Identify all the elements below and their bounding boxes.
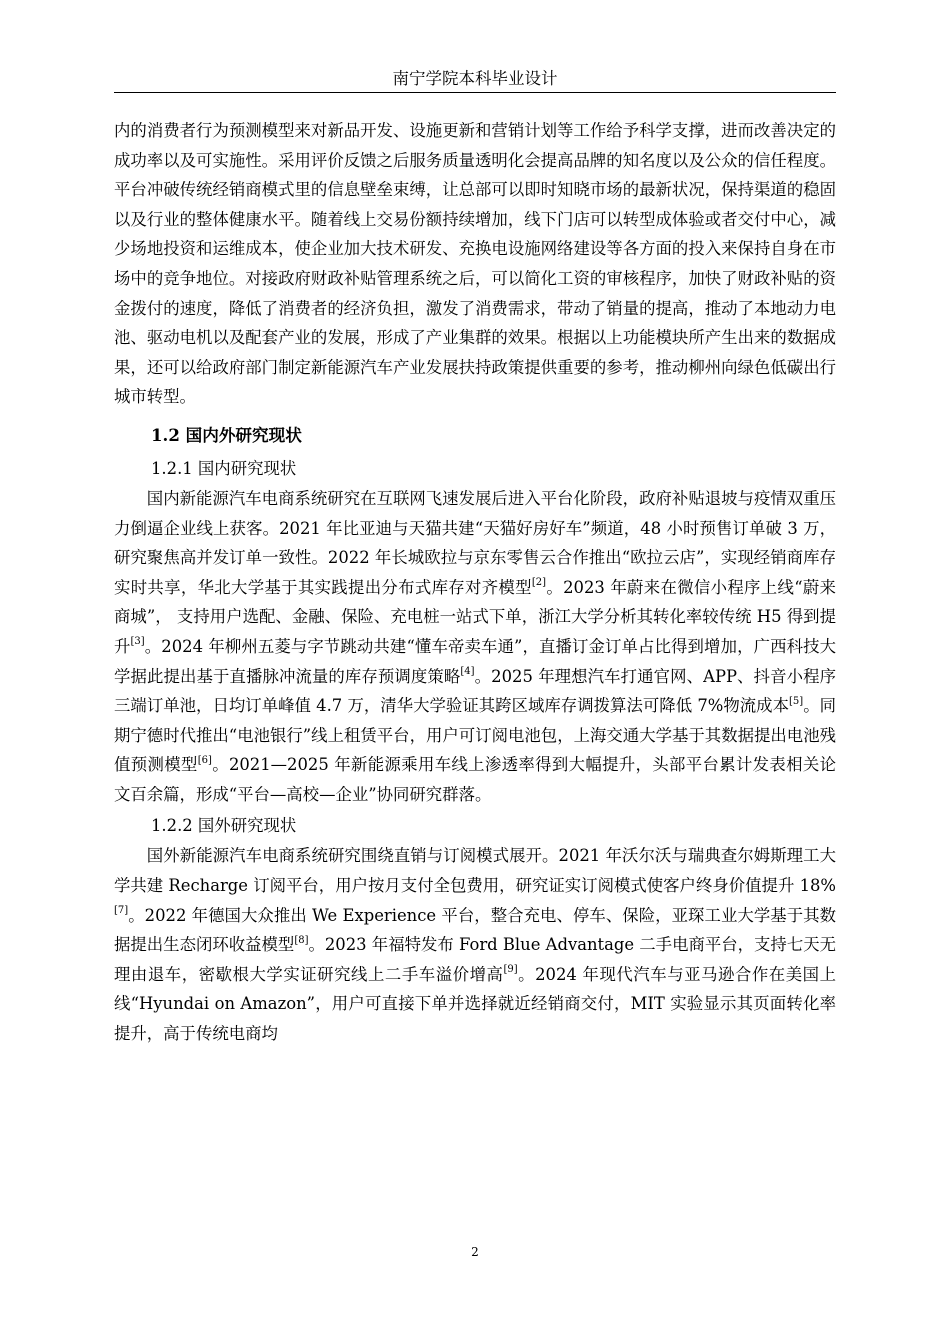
page-number: 2 (471, 1245, 479, 1259)
citation-ref[interactable]: [6] (197, 754, 212, 766)
citation-ref[interactable]: [4] (460, 666, 475, 678)
text-run: 。2022 年德国大众推出 We Experience 平台，整合充电、停车、保险，亚琛工业大学基于其数据提出生态闭环收益模型 (114, 905, 836, 955)
text-run: 。2025 年理想汽车打通官网、APP、抖音小程序三端订单池，日均订单峰值 4.7 万，清华大学验证其跨区域库存调拨算法可降低 7%物流成本 (114, 666, 836, 716)
text-run: 。2024 年现代汽车与亚马逊合作在美国上线“Hyundai on Amazon”，用户可直接下单并选择就近经销商交付，MIT 实验显示其页面转化率提升，高于传统电商均 (114, 964, 836, 1044)
citation-ref[interactable]: [9] (503, 964, 518, 976)
text-run: 。2024 年柳州五菱与字节跳动共建“懂车帝卖车通”，直播订金订单占比得到增加，广西科技大学据此提出基于直播脉冲流量的库存预调度策略 (114, 636, 837, 686)
citation-ref[interactable]: [7] (114, 905, 129, 917)
text-run: 。2023 年蔚来在微信小程序上线“蔚来商城”， 支持用户选配、金融、保险、充电桩一站式下单，浙江大学分析其转化率较传统 H5 得到提升 (114, 577, 837, 656)
paragraph-continuation: 内的消费者行为预测模型来对新品开发、设施更新和营销计划等工作给予科学支撑，进而改善决定的成功率以及可实施性。采用评价反馈之后服务质量透明化会提高品牌的知名度以及公众的信任程度。平台冲破传统经销商模式里的信息壁垒束缚，让总部可以即时知晓市场的最新状况，保持渠道的稳固以及行业的整体健康水平。随着线上交易份额持续增加，线下门店可以转型成体验或者交付中心，减少场地投资和运维成本，使企业加大技术研发、充换电设施网络建设等各方面的投入来保持自身在市场中的竞争地位。对接政府财政补贴管理系统之后，可以简化工资的审核程序，加快了财政补贴的资金拨付的速度，降低了消费者的经济负担，激发了消费需求，带动了销量的提高，推动了本地动力电池、驱动电机以及配套产业的发展，形成了产业集群的效果。根据以上功能模块所产生出来的数据成果，还可以给政府部门制定新能源汽车产业发展扶持政策提供重要的参考，推动柳州向绿色低碳出行城市转型。 (114, 121, 836, 407)
text-run: 。2021—2025 年新能源乘用车线上渗透率得到大幅提升，头部平台累计发表相关论文百余篇，形成“平台—高校—企业”协同研究群落。 (114, 755, 837, 804)
section-heading-1-2: 1.2 国内外研究现状 (151, 424, 302, 445)
subsection-heading-1-2-2: 1.2.2 国外研究现状 (151, 816, 297, 836)
text-run: 国内新能源汽车电商系统研究在互联网飞速发展后进入平台化阶段，政府补贴退坡与疫情双重压力倒逼企业线上获客。2021 年比亚迪与天猫共建“天猫好房好车”频道，48 小时预售订单破 3 万，研究聚焦高并发订单一致性。2022 年长城欧拉与京东零售云合作推出“欧拉云店”，实现经销商库存实时共享，华北大学基于其实践提出分布式库存对齐模型 (114, 488, 836, 597)
text-run: 。同期宁德时代推出“电池银行”线上租赁平台，用户可订阅电池包，上海交通大学基于其数据提出电池残值预测模型 (114, 696, 836, 775)
citation-ref[interactable]: [5] (789, 695, 804, 707)
paragraph-domestic-research (114, 484, 836, 810)
page-header: 南宁学院本科毕业设计 (114, 66, 836, 93)
text-run: 。2023 年福特发布 Ford Blue Advantage 二手电商平台，支持七天无理由退车，密歇根大学实证研究线上二手车溢价增高 (114, 935, 836, 984)
citation-ref[interactable]: [2] (531, 577, 547, 589)
paragraph-foreign-research (114, 841, 836, 1048)
text-run: 国外新能源汽车电商系统研究围绕直销与订阅模式展开。2021 年沃尔沃与瑞典查尔姆斯理工大学共建 Recharge 订阅平台，用户按月支付全包费用，研究证实订阅模式使客户终身价值提升 18% (114, 846, 836, 896)
subsection-heading-1-2-1: 1.2.1 国内研究现状 (151, 458, 297, 478)
citation-ref[interactable]: [3] (130, 636, 145, 648)
body-text (114, 116, 836, 1049)
citation-ref[interactable]: [8] (294, 934, 309, 946)
